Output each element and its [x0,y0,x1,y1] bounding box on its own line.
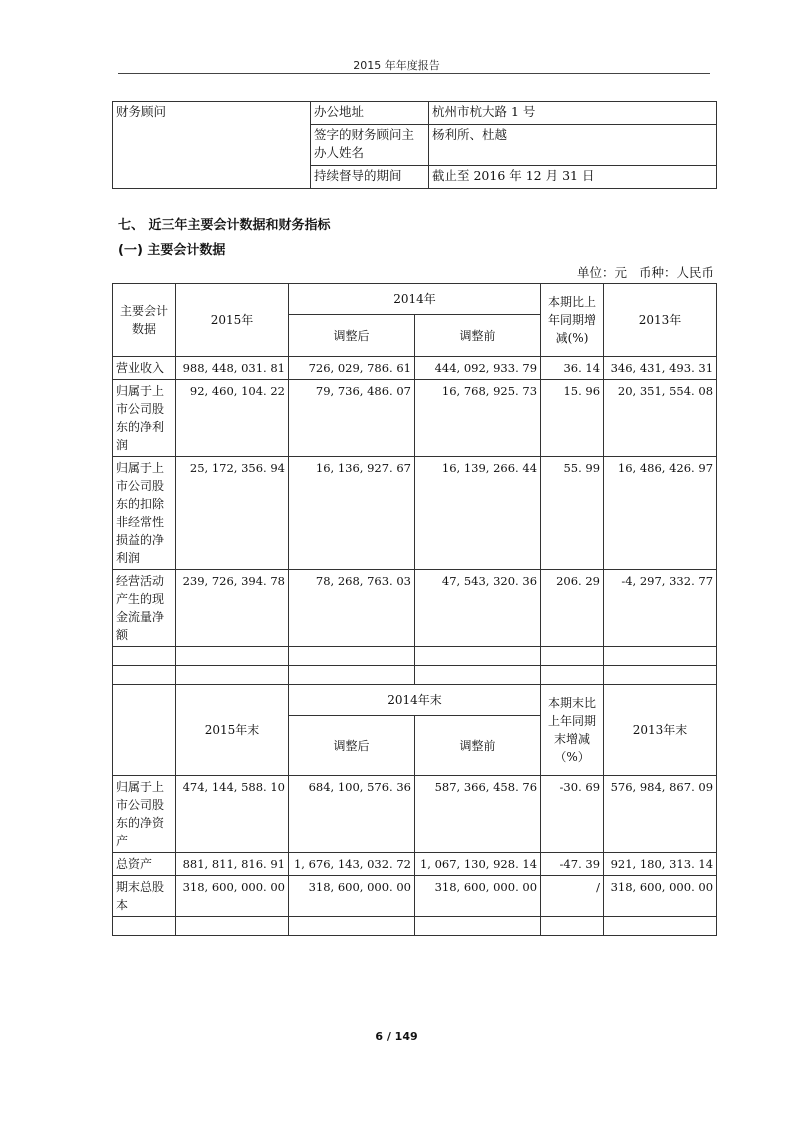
blank-row [113,917,717,936]
value-change: -47. 39 [541,853,604,876]
row-label: 总资产 [113,853,176,876]
sub-heading: (一) 主要会计数据 [118,243,226,258]
unit-currency-note: 单位：元 币种：人民币 [577,265,714,280]
financial-advisor-table [112,101,717,189]
advisor-value: 杭州市杭大路 1 号 [429,102,717,125]
header-change: 本期比上年同期增减(%) [541,284,604,357]
accounting-data-table [112,283,717,936]
header-adjusted-before: 调整前 [415,315,541,357]
header-divider [118,73,710,74]
value-change: 15. 96 [541,380,604,457]
value-2014-after: 684, 100, 576. 36 [289,776,415,853]
page-header-title: 2015 年年度报告 [353,59,440,72]
advisor-value: 截止至 2016 年 12 月 31 日 [429,166,717,189]
value-2013: 20, 351, 554. 08 [604,380,717,457]
value-change: 36. 14 [541,357,604,380]
header-item [113,685,176,776]
table-row [113,876,717,917]
header-2014: 2014年 [289,284,541,315]
value-2015: 25, 172, 356. 94 [176,457,289,570]
section-heading: 七、 近三年主要会计数据和财务指标 [118,218,331,233]
value-change: / [541,876,604,917]
header-2013-end: 2013年末 [604,685,717,776]
value-2013: 576, 984, 867. 09 [604,776,717,853]
header-adjusted-before: 调整前 [415,716,541,776]
value-2015: 318, 600, 000. 00 [176,876,289,917]
header-item: 主要会计数据 [113,284,176,357]
table-row [113,570,717,647]
value-2014-before: 444, 092, 933. 79 [415,357,541,380]
value-2015: 474, 144, 588. 10 [176,776,289,853]
table-header-row [113,284,717,315]
value-2014-after: 318, 600, 000. 00 [289,876,415,917]
value-2013: 16, 486, 426. 97 [604,457,717,570]
header-adjusted-after: 调整后 [289,315,415,357]
value-2014-before: 16, 139, 266. 44 [415,457,541,570]
header-adjusted-after: 调整后 [289,716,415,776]
value-2013: 346, 431, 493. 31 [604,357,717,380]
row-label: 期末总股本 [113,876,176,917]
value-2014-after: 78, 268, 763. 03 [289,570,415,647]
value-2015: 881, 811, 816. 91 [176,853,289,876]
table-row [113,102,717,125]
row-label: 归属于上市公司股东的净资产 [113,776,176,853]
table-row [113,357,717,380]
row-label: 归属于上市公司股东的扣除非经常性损益的净利润 [113,457,176,570]
value-change: 206. 29 [541,570,604,647]
value-2014-before: 47, 543, 320. 36 [415,570,541,647]
blank-row [113,647,717,666]
table-row [113,380,717,457]
value-2013: 921, 180, 313. 14 [604,853,717,876]
value-2013: 318, 600, 000. 00 [604,876,717,917]
value-2013: -4, 297, 332. 77 [604,570,717,647]
advisor-key: 签字的财务顾问主办人姓名 [311,125,429,166]
row-label: 营业收入 [113,357,176,380]
advisor-key: 办公地址 [311,102,429,125]
value-2014-after: 79, 736, 486. 07 [289,380,415,457]
advisor-label: 财务顾问 [113,102,311,189]
value-2015: 239, 726, 394. 78 [176,570,289,647]
value-2014-before: 16, 768, 925. 73 [415,380,541,457]
row-label: 归属于上市公司股东的净利润 [113,380,176,457]
value-change: -30. 69 [541,776,604,853]
table-header-row [113,685,717,716]
value-2014-before: 318, 600, 000. 00 [415,876,541,917]
table-row [113,853,717,876]
header-2015: 2015年 [176,284,289,357]
header-change-end: 本期末比上年同期末增减（%） [541,685,604,776]
value-2014-after: 1, 676, 143, 032. 72 [289,853,415,876]
value-2015: 988, 448, 031. 81 [176,357,289,380]
value-change: 55. 99 [541,457,604,570]
value-2014-before: 1, 067, 130, 928. 14 [415,853,541,876]
value-2014-before: 587, 366, 458. 76 [415,776,541,853]
header-2014-end: 2014年末 [289,685,541,716]
table-row [113,457,717,570]
page-number: 6 / 149 [375,1030,418,1043]
advisor-value: 杨利所、杜越 [429,125,717,166]
blank-row [113,666,717,685]
header-2013: 2013年 [604,284,717,357]
header-2015-end: 2015年末 [176,685,289,776]
value-2014-after: 726, 029, 786. 61 [289,357,415,380]
advisor-key: 持续督导的期间 [311,166,429,189]
table-row [113,776,717,853]
value-2015: 92, 460, 104. 22 [176,380,289,457]
row-label: 经营活动产生的现金流量净额 [113,570,176,647]
value-2014-after: 16, 136, 927. 67 [289,457,415,570]
